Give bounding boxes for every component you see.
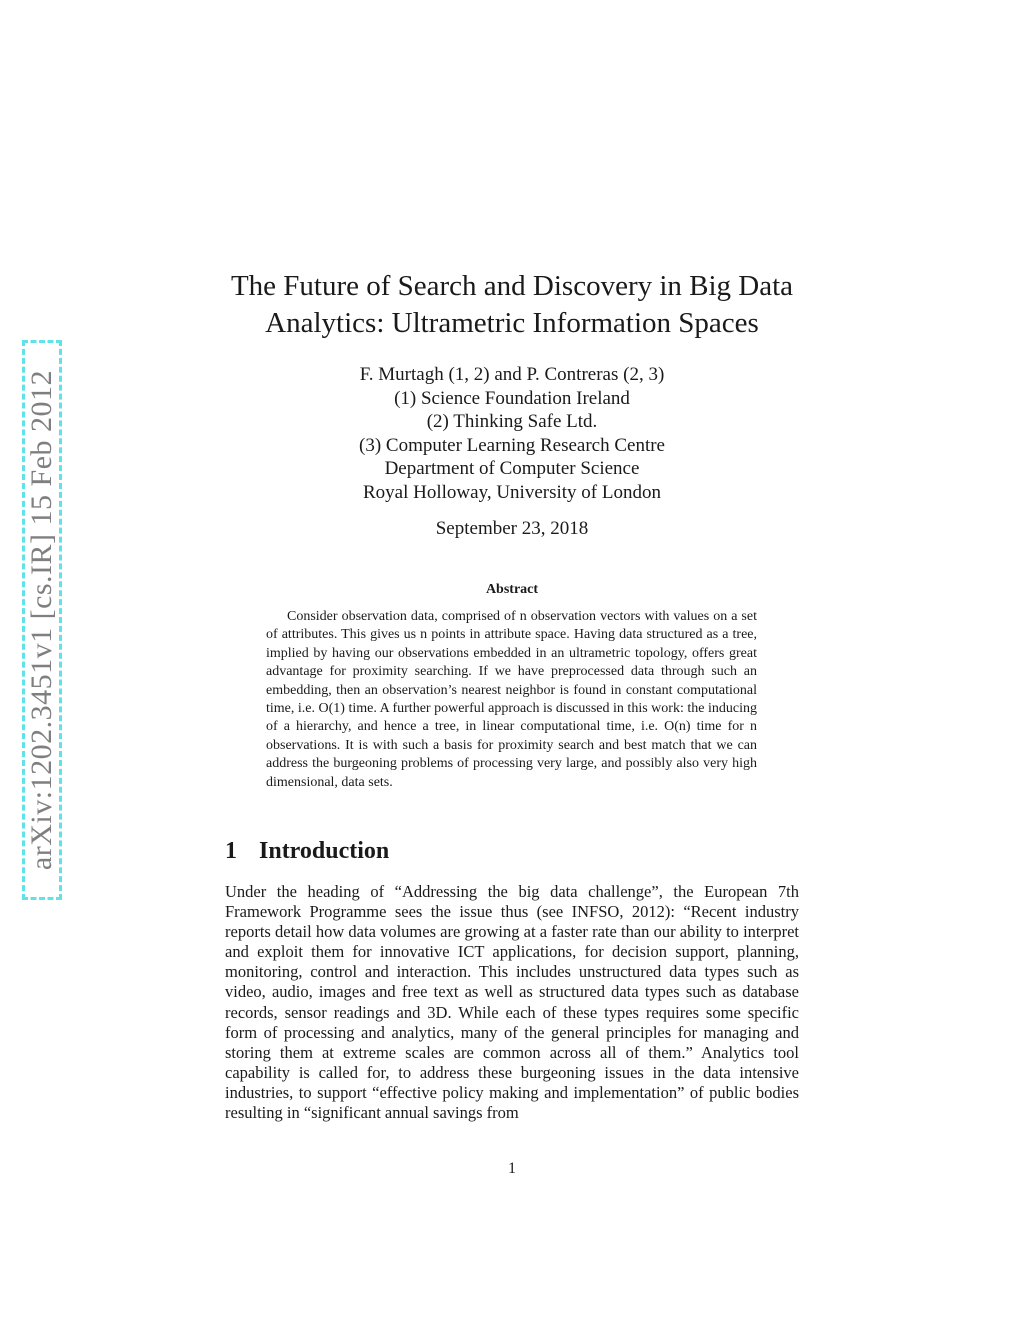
paper-title xyxy=(200,268,824,342)
arxiv-stamp xyxy=(22,340,62,900)
title-line-2: Analytics: Ultrametric Information Spaces xyxy=(265,307,759,339)
affiliation-3: (3) Computer Learning Research Centre xyxy=(359,434,665,456)
author-block xyxy=(250,363,774,504)
section-title: Introduction xyxy=(259,838,390,864)
abstract-text: Consider observation data, comprised of n observation vectors with values on a set of attributes. This gives us n points in attribute space. Having data structured as a tree, implied by having our observations embedded in an ultrametric topology, offers great advantage for proximity searching. If we have preprocessed data through such an embedding, then an observation’s nearest neighbor is found in constant computational time, i.e. O(1) time. A further powerful approach is discussed in this work: the inducing of a hierarchy, and hence a tree, in linear computational time, i.e. O(n) time for n observations. It is with such a basis for proximity search and best match that we can address the burgeoning problems of processing very large, and possibly also very high dimensional, data sets. xyxy=(266,609,757,790)
abstract-heading: Abstract xyxy=(485,582,539,597)
paper-date: September 23, 2018 xyxy=(435,518,589,539)
affiliation-2: (2) Thinking Safe Ltd. xyxy=(426,411,598,432)
author-names: F. Murtagh (1, 2) and P. Contreras (2, 3) xyxy=(359,364,665,385)
page-number: 1 xyxy=(508,1160,516,1177)
introduction-text: Under the heading of “Addressing the big data challenge”, the European 7th Framework Programme sees the issue thus (see INFSO, 2012): “Recent industry reports detail how data volumes are growing at a faster rate than our ability to interpret and exploit them for innovative ICT applications, for decision support, planning, monitoring, control and interaction. This includes unstructured data types such as video, audio, images and free text as well as structured data types such as database records, sensor readings and 3D. While each of these types requires some specific form of processing and analytics, many of the general principles for managing and storing them at extreme scales are common across all of them.” Analytics tool capability is called for, to address these burgeoning issues in the data intensive industries, to support “effective policy making and implementation” of public bodies resulting in “significant annual savings from xyxy=(225,882,799,1123)
section-number: 1 xyxy=(225,838,237,864)
section-heading xyxy=(225,838,389,865)
arxiv-stamp-text: arXiv:1202.3451v1 [cs.IR] 15 Feb 2012 xyxy=(25,369,58,871)
title-line-1: The Future of Search and Discovery in Big Data xyxy=(230,270,794,302)
affiliation-1: (1) Science Foundation Ireland xyxy=(394,387,630,409)
affiliation-4: Department of Computer Science xyxy=(384,458,640,479)
affiliation-5: Royal Holloway, University of London xyxy=(363,481,661,503)
